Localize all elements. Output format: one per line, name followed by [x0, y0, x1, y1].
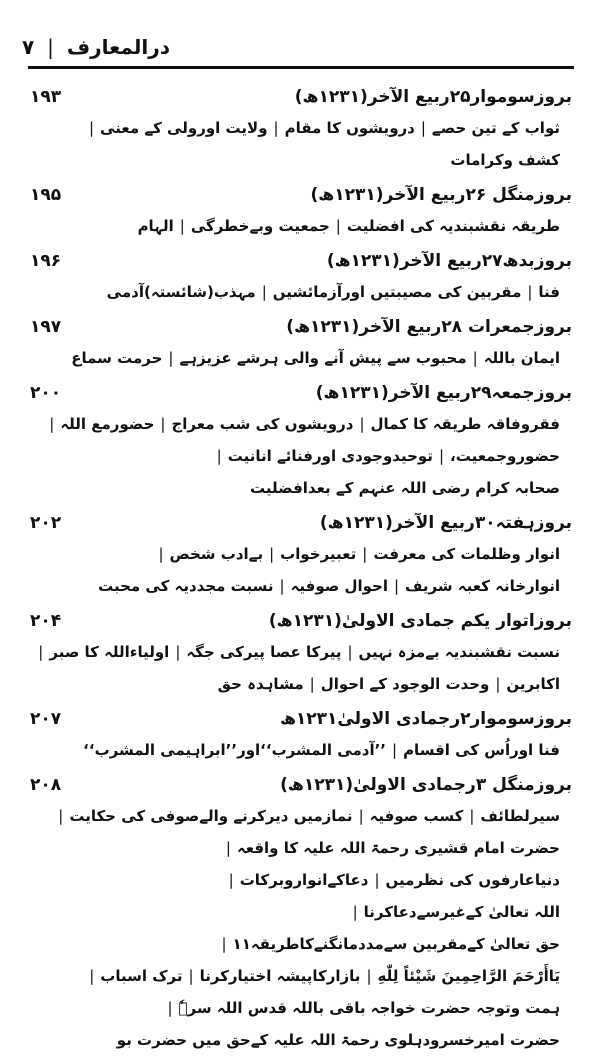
topic-item: کشف وکرامات	[450, 151, 560, 169]
entry-heading	[30, 770, 572, 800]
topic-item: وحدت الوجود کے احوال	[320, 675, 490, 693]
header-divider: |	[47, 35, 54, 59]
entry-heading	[30, 82, 572, 112]
topic-item: جمعیت وبےخطرگی	[190, 217, 330, 235]
topic-separator: |	[216, 447, 222, 465]
entry-page-number: ۲۰۰	[30, 383, 62, 403]
topic-item: ہمت وتوجہ حضرت خواجہ باقی باللہ قدس اللہ سرہٗ	[178, 999, 560, 1017]
topic-item: سیرلطائف	[480, 807, 560, 825]
topic-item: حق تعالیٰ کےمقربین سےمددمانگنےکاطریقہ۱۱	[232, 935, 560, 953]
topic-item: درویشوں کی شب معراج	[171, 415, 354, 433]
topic-item: مقربین کی مصیبتیں اورآزمائشیں	[272, 283, 522, 301]
topic-separator: |	[347, 643, 353, 661]
topic-separator: |	[88, 119, 95, 137]
topic-separator: |	[158, 545, 164, 563]
topic-separator: |	[392, 741, 398, 759]
entry-topics	[30, 408, 572, 504]
topic-item: دعاکےانواروبرکات	[239, 871, 369, 889]
entry-date: بروزجمعرات ۲۸ربیع الآخر(۱۲۳۱ھ)	[286, 317, 572, 337]
topic-item: مشاہدہ حق	[217, 675, 304, 693]
topic-item: نسبت مجددیہ کی محبت	[98, 577, 274, 595]
entry-heading	[30, 508, 572, 538]
topic-item: بےادب شخص	[169, 545, 264, 563]
entry-date: بروزہفتہ۳۰ربیع الآخر(۱۲۳۱ھ)	[319, 513, 572, 533]
entry-heading	[30, 312, 572, 342]
entry-topics	[30, 734, 572, 766]
contents-entry	[30, 246, 572, 308]
topic-separator: |	[49, 415, 55, 433]
topic-separator: |	[261, 283, 267, 301]
contents-entry	[30, 606, 572, 700]
entry-date: بروزمنگل ۲۶ربیع الآخر(۱۲۳۱ھ)	[310, 185, 572, 205]
topic-item: حرمت سماع	[71, 349, 163, 367]
topic-item: یَاأَرْحَمَ الرَّاحِمِينَ شَيْئاً لِلّٰهِ	[377, 967, 560, 985]
topic-item: انوارخانہ کعبہ شریف	[405, 577, 560, 595]
entry-heading	[30, 704, 572, 734]
contents-list	[30, 82, 572, 1060]
topic-separator: |	[366, 967, 372, 985]
topic-item: اکابرین	[506, 675, 560, 693]
topic-separator: |	[469, 807, 475, 825]
topic-item: توحیدوجودی اورفنائے انانیت	[227, 447, 433, 465]
topic-item: بازارکاپیشہ اختیارکرنا	[199, 967, 361, 985]
topic-separator: |	[58, 807, 64, 825]
topic-separator: |	[359, 415, 365, 433]
topic-item: اولیاءاللہ کا صبر	[49, 643, 170, 661]
topic-separator: |	[269, 545, 275, 563]
topic-separator: |	[358, 807, 364, 825]
contents-entry	[30, 180, 572, 242]
topic-separator: |	[495, 675, 501, 693]
topic-item: درویشوں کا مقام	[284, 119, 415, 137]
topic-separator: |	[160, 415, 166, 433]
entry-page-number: ۲۰۲	[30, 513, 62, 533]
topic-item: دنیاعارفوں کی نظرمیں	[385, 871, 560, 889]
topic-item: اللہ تعالیٰ کےغیرسےدعاکرنا	[363, 903, 560, 921]
topic-item: الہام	[137, 217, 174, 235]
entry-date: بروزمنگل ۳رجمادی الاولیٰ(۱۲۳۱ھ)	[280, 775, 572, 795]
topic-item: ولایت اورولی کے معنی	[100, 119, 268, 137]
topic-item: ثواب کے تین حصے	[431, 119, 560, 137]
topic-separator: |	[89, 967, 95, 985]
contents-entry	[30, 770, 572, 1056]
entry-topics	[30, 276, 572, 308]
topic-item: صحابہ کرام رضی اللہ عنہم کے بعدافضلیت	[250, 479, 560, 497]
topic-separator: |	[175, 643, 181, 661]
topic-separator: |	[393, 577, 400, 595]
contents-entry	[30, 312, 572, 374]
topic-item: مہذب(شائستہ)آدمی	[106, 283, 256, 301]
topic-item: کسب صوفیہ	[369, 807, 464, 825]
topic-separator: |	[273, 119, 279, 137]
entry-page-number: ۱۹۵	[30, 185, 62, 205]
running-header	[21, 30, 170, 64]
entry-topics	[30, 538, 572, 602]
entry-date: بروزجمعہ۲۹ربیع الآخر(۱۲۳۱ھ)	[315, 383, 572, 403]
topic-separator: |	[420, 119, 426, 137]
topic-separator: |	[527, 283, 533, 301]
topic-separator: |	[309, 675, 315, 693]
topic-item: فنا اوراُس کی اقسام	[403, 741, 560, 759]
topic-separator: |	[335, 217, 341, 235]
topic-separator: |	[38, 643, 44, 661]
entry-page-number: ۱۹۳	[30, 87, 62, 107]
topic-item: نمازمیں دیرکرنے والےصوفی کی حکایت	[69, 807, 353, 825]
topic-separator: |	[225, 839, 231, 857]
entry-date: بروزاتوار یکم جمادی الاولیٰ(۱۲۳۱ھ)	[268, 611, 572, 631]
topic-item: حضرت امیرخسرودہلوی رحمۃ اللہ علیہ کےحق میں حضرت بو	[116, 1031, 560, 1049]
topic-separator: |	[179, 217, 185, 235]
topic-item: طریقہ نقشبندیہ کی افضلیت	[346, 217, 560, 235]
topic-separator: |	[362, 545, 368, 563]
topic-separator: |	[279, 577, 285, 595]
topic-separator: |	[221, 935, 227, 953]
entry-page-number: ۱۹۶	[30, 251, 62, 271]
topic-item: حضورمع اللہ	[60, 415, 155, 433]
entry-page-number: ۲۰۸	[30, 775, 62, 795]
header-rule	[28, 66, 574, 69]
topic-item: حضوروجمعیت،	[450, 447, 560, 465]
entry-topics	[30, 210, 572, 242]
topic-item: ترک اسباب	[100, 967, 183, 985]
topic-item: انوار وظلمات کی معرفت	[373, 545, 560, 563]
contents-entry	[30, 378, 572, 504]
entry-page-number: ۲۰۴	[30, 611, 62, 631]
contents-entry	[30, 82, 572, 176]
entry-page-number: ۱۹۷	[30, 317, 62, 337]
entry-heading	[30, 606, 572, 636]
topic-separator: |	[228, 871, 234, 889]
topic-item: فنا	[538, 283, 560, 301]
entry-topics	[30, 112, 572, 176]
entry-heading	[30, 180, 572, 210]
topic-separator: |	[472, 349, 478, 367]
topic-item: پیرکا عصا پیرکی جگہ	[186, 643, 342, 661]
topic-separator: |	[374, 871, 380, 889]
entry-topics	[30, 342, 572, 374]
topic-item: نسبت نقشبندیہ بےمزہ نہیں	[358, 643, 560, 661]
topic-item: فقروفاقہ طریقہ کا کمال	[370, 415, 560, 433]
topic-separator: |	[438, 447, 444, 465]
entry-date: بروزسوموار۲رجمادی الاولیٰ۱۲۳۱ھ	[279, 709, 572, 729]
header-book-title: درالمعارف	[66, 35, 170, 59]
entry-date: بروزبدھ۲۷ربیع الآخر(۱۲۳۱ھ)	[326, 251, 572, 271]
topic-item: ایمان باللہ	[483, 349, 560, 367]
header-page-number: ۷	[21, 35, 35, 59]
topic-item: حضرت امام قشیری رحمۃ اللہ علیہ کا واقعہ	[236, 839, 560, 857]
topic-item: تعبیرخواب	[280, 545, 357, 563]
contents-entry	[30, 508, 572, 602]
entry-heading	[30, 246, 572, 276]
entry-topics	[30, 800, 572, 1056]
topic-item: محبوب سے پیش آنے والی ہرشے عزیزہے	[179, 349, 467, 367]
topic-item: احوال صوفیہ	[290, 577, 388, 595]
entry-date: بروزسوموار۲۵ربیع الآخر(۱۲۳۱ھ)	[294, 87, 572, 107]
entry-topics	[30, 636, 572, 700]
topic-item: ’’آدمی المشرب‘‘اور’’ابراہیمی المشرب‘‘	[83, 741, 386, 759]
contents-entry	[30, 704, 572, 766]
entry-heading	[30, 378, 572, 408]
entry-page-number: ۲۰۷	[30, 709, 62, 729]
topic-separator: |	[167, 999, 173, 1017]
topic-separator: |	[188, 967, 194, 985]
topic-separator: |	[352, 903, 358, 921]
topic-separator: |	[168, 349, 174, 367]
